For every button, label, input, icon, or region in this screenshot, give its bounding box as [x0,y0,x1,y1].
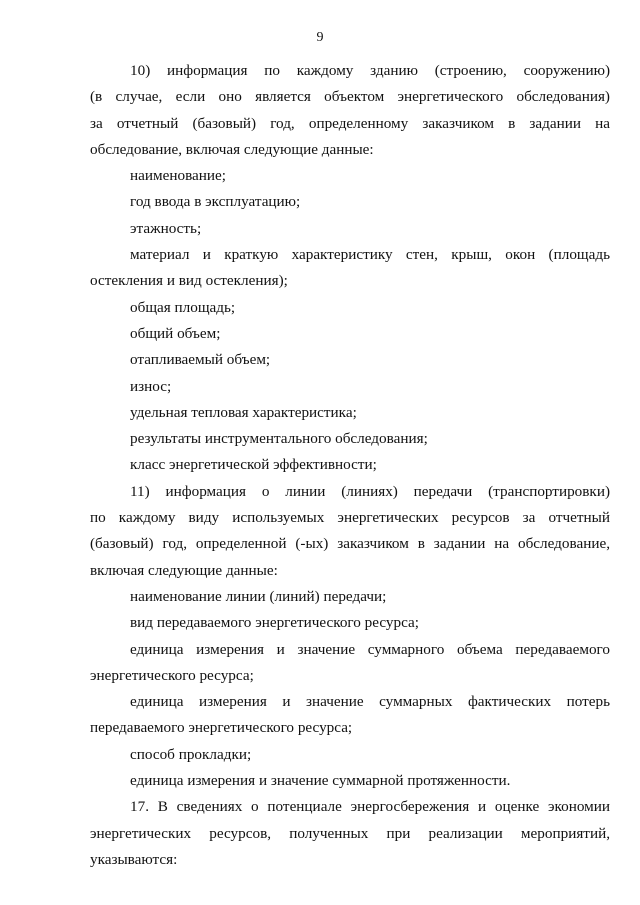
text-line: за отчетный (базовый) год, определенному заказчиком в задании на [90,114,610,132]
list-item: результаты инструментального обследования; [130,430,428,448]
document-body [90,58,610,873]
list-item: этажность; [130,219,202,237]
text-line: материал и краткую характеристику стен, крыш, окон (площадь [130,246,610,264]
text-line: указываются: [90,850,178,868]
list-item-losses [90,689,610,742]
list-item: способ прокладки; [130,745,252,763]
paragraph-item-11 [90,479,610,584]
list-item-volume [90,637,610,690]
list-item: единица измерения и значение суммарной протяженности. [130,772,511,790]
page-number: 9 [316,30,324,45]
list-item: класс энергетической эффективности; [130,456,377,474]
list-item: удельная тепловая характеристика; [130,403,357,421]
text-line: передаваемого энергетического ресурса; [90,719,353,737]
text-line: (в случае, если оно является объектом энергетического обследования) [90,88,610,106]
text-line: энергетических ресурсов, полученных при реализации мероприятий, [90,824,610,842]
text-line: 11) информация о линии (линиях) передачи (транспортировки) [130,482,610,500]
text-line: остекления и вид остекления); [90,272,288,290]
text-line: включая следующие данные: [90,561,278,579]
list-item: наименование; [130,167,226,185]
list-item: отапливаемый объем; [130,351,271,369]
list-item-material [90,242,610,295]
list-item: износ; [130,377,172,395]
text-line: по каждому виду используемых энергетических ресурсов за отчетный [90,509,610,527]
text-line: обследование, включая следующие данные: [90,140,374,158]
list-item: год ввода в эксплуатацию; [130,193,301,211]
list-item: общая площадь; [130,298,236,316]
list-item: общий объем; [130,324,221,342]
list-item: наименование линии (линий) передачи; [130,587,387,605]
text-line: единица измерения и значение суммарных фактических потерь [130,693,610,711]
text-line: (базовый) год, определенной (-ых) заказчиком в задании на обследование, [90,535,610,553]
text-line: единица измерения и значение суммарного объема передаваемого [130,640,610,658]
paragraph-item-17 [90,794,610,873]
paragraph-item-10 [90,58,610,163]
text-line: 10) информация по каждому зданию (строению, сооружению) [130,62,610,79]
text-line: энергетического ресурса; [90,666,254,684]
list-item: вид передаваемого энергетического ресурса; [130,614,419,632]
text-line: 17. В сведениях о потенциале энергосбережения и оценке экономии [130,798,610,816]
